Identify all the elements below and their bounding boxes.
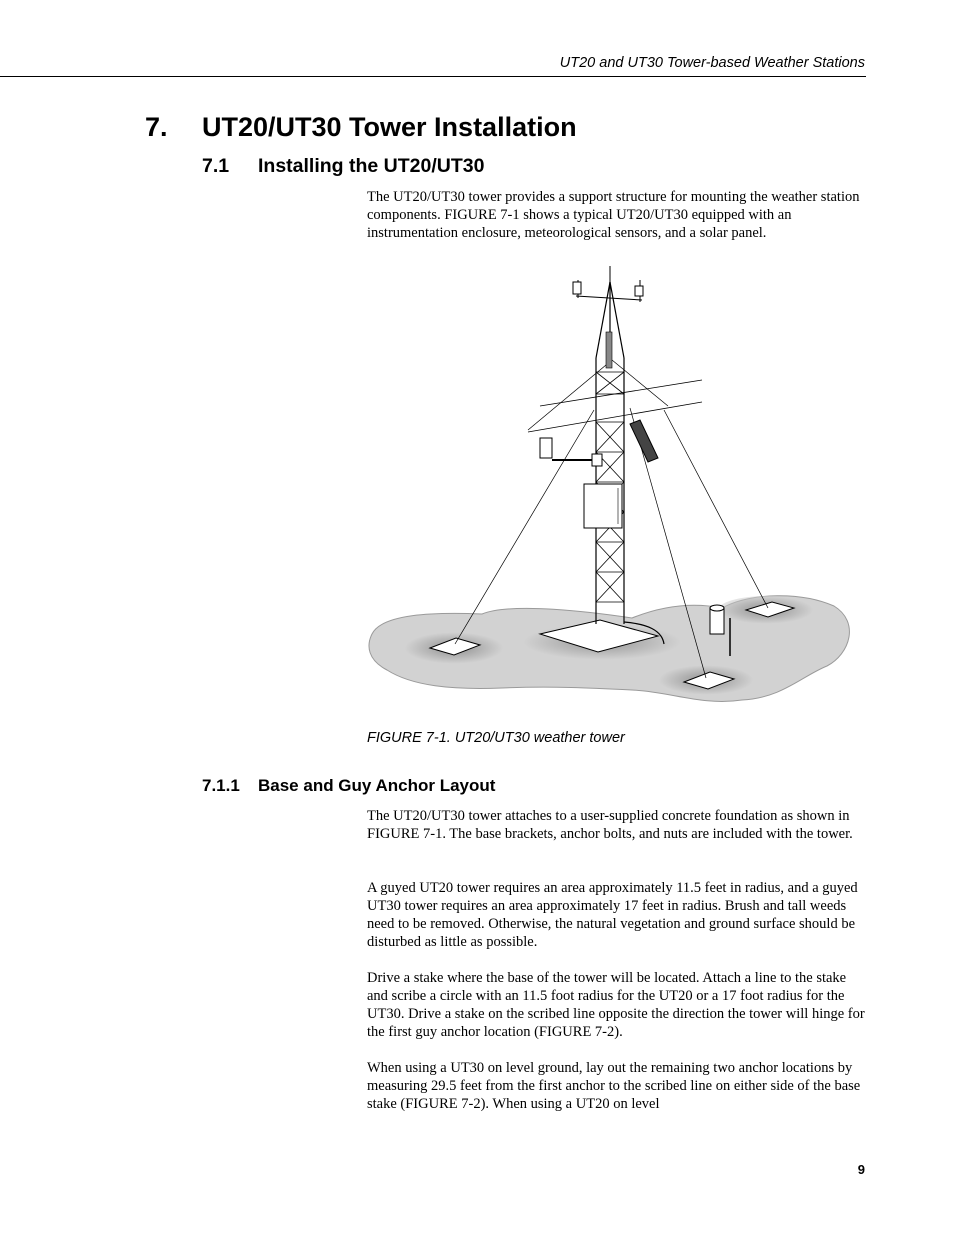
body-paragraph: Drive a stake where the base of the tower will be located. Attach a line to the stake and scribe a circle with an 11.5 foot radius for the UT20 or a 17 foot radius for the UT30. Drive a stake on the scribed line opposite the direction the tower will hinge for the first guy anchor location (FIGURE 7-2). [367, 970, 865, 1040]
solar-panel [630, 420, 658, 462]
instrument-enclosure [584, 484, 622, 528]
body-paragraph: A guyed UT20 tower requires an area approximately 11.5 feet in radius, and a guyed UT30 tower requires an area approximately 17 feet in radius. Brush and tall weeds need to be removed. Otherwise, the natural vegetation and ground surface should be disturbed as little as possible. [367, 880, 858, 950]
chapter-number: 7. [145, 112, 168, 142]
subsection-title [202, 776, 495, 796]
intro-paragraph: The UT20/UT30 tower provides a support structure for mounting the weather station components. FIGURE 7-1 shows a typical UT20/UT30 equipped with an instrumentation enclosure, meteorological sensors, and a solar panel. [367, 189, 860, 241]
page-number: 9 [857, 1162, 865, 1177]
subsection-number: 7.1.1 [202, 776, 240, 795]
section-number: 7.1 [202, 155, 230, 177]
chapter-title-text: UT20/UT30 Tower Installation [202, 112, 577, 142]
rain-gauge [710, 608, 724, 634]
wind-vane [635, 286, 643, 296]
crossarm [576, 266, 642, 302]
header-rule [0, 76, 866, 77]
body-paragraph: The UT20/UT30 tower attaches to a user-supplied concrete foundation as shown in FIGURE 7-1. The base brackets, anchor bolts, and nuts are included with the tower. [367, 808, 853, 842]
body-paragraph: When using a UT30 on level ground, lay out the remaining two anchor locations by measuring 29.5 feet from the first anchor to the scribed line on either side of the base stake (FIGURE 7-2). When using a UT20 on level [367, 1060, 861, 1112]
weather-tower-illustration [362, 262, 858, 708]
chapter-title [145, 112, 577, 143]
running-header: UT20 and UT30 Tower-based Weather Stations [559, 55, 865, 71]
radiation-shield [540, 438, 552, 458]
wind-sensor [573, 282, 581, 294]
section-title [202, 155, 484, 178]
subsection-title-text: Base and Guy Anchor Layout [258, 776, 496, 795]
section-title-text: Installing the UT20/UT30 [258, 155, 485, 177]
figure-caption: FIGURE 7-1. UT20/UT30 weather tower [367, 730, 625, 746]
